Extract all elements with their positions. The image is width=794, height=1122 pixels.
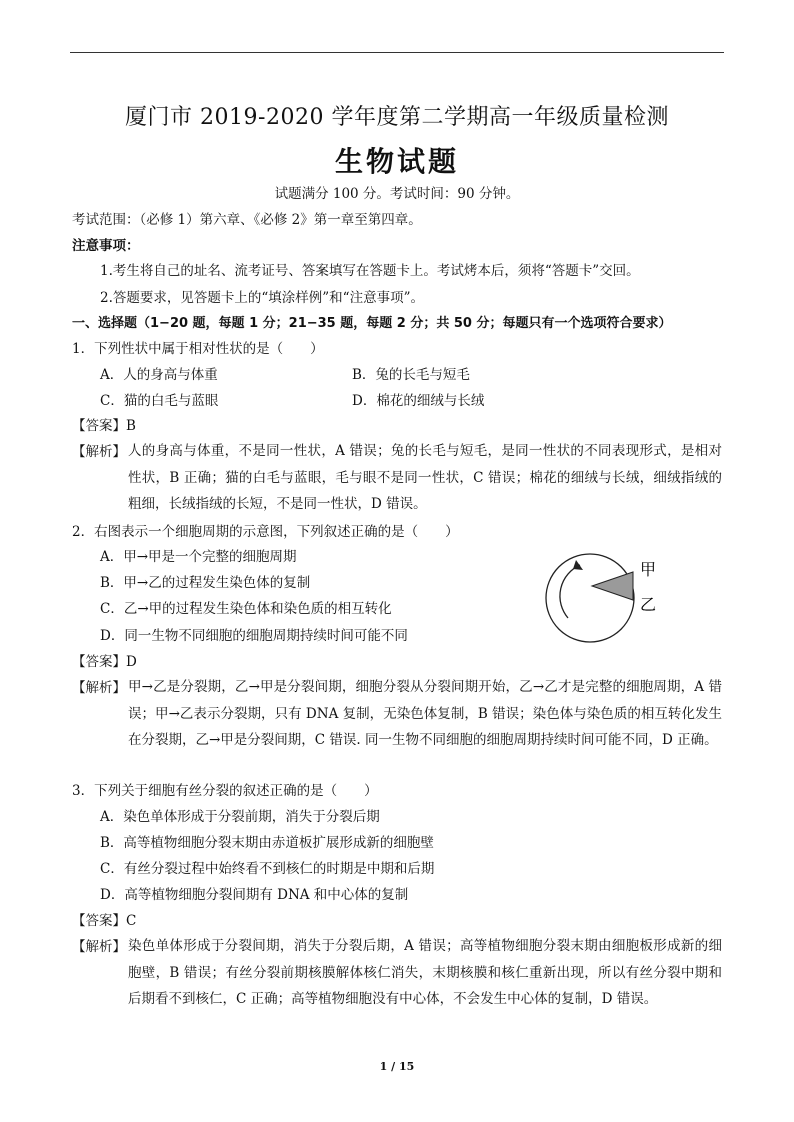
exam-scope: 考试范围：（必修 1）第六章、《必修 2》第一章至第四章。 (72, 212, 422, 228)
analysis-text: 染色单体形成于分裂间期，消失于分裂后期，A 错误；高等植物细胞分裂末期由细胞板形成新的细胞壁，B 错误；有丝分裂前期核膜解体核仁消失，末期核膜和核仁重新出现，所以有丝分裂中期和后期看不到核仁，C 正确；高等植物细胞没有中心体，不会发生中心体的复制，D 错误。 (128, 938, 722, 1007)
answer: 【答案】B (72, 418, 136, 434)
analysis-label: 【解析】 (72, 939, 126, 955)
notes-title: 注意事项： (72, 238, 140, 254)
option: C．乙→甲的过程发生染色体和染色质的相互转化 (100, 601, 392, 617)
subject-title: 生物试题 (334, 145, 459, 178)
option: B．兔的长毛与短毛 (352, 367, 470, 383)
interphase-sector (592, 572, 633, 600)
note-item: 2.答题要求，见答题卡上的“填涂样例”和“注意事项”。 (100, 290, 424, 306)
option: A．甲→甲是一个完整的细胞周期 (100, 549, 297, 565)
label-yi: 乙 (640, 595, 657, 614)
option: D．高等植物细胞分裂间期有 DNA 和中心体的复制 (100, 887, 409, 903)
page-number: 1 / 15 (379, 1060, 415, 1073)
analysis-label: 【解析】 (72, 444, 126, 460)
question-stem: 3．下列关于细胞有丝分裂的叙述正确的是（ ） (72, 783, 378, 799)
option: C．猫的白毛与蓝眼 (100, 393, 219, 409)
score-time: 试题满分 100 分。考试时间：90 分钟。 (274, 186, 520, 202)
analysis-text: 人的身高与体重，不是同一性状，A 错误；兔的长毛与短毛，是同一性状的不同表现形式，是相对性状，B 正确；猫的白毛与蓝眼，毛与眼不是同一性状，C 错误；棉花的细绒与长绒，细绒指绒的粗细，长绒指绒的长短，不是同一性状，D 错误。 (128, 443, 722, 512)
label-jia: 甲 (640, 560, 657, 579)
note-item: 1.考生将自己的址名、流考证号、答案填写在答题卡上。考试烤本后，须将“答题卡”交回。 (100, 263, 640, 279)
option: C．有丝分裂过程中始终看不到核仁的时期是中期和后期 (100, 861, 435, 877)
option: A．人的身高与体重 (100, 367, 218, 383)
exam-title: 厦门市 2019-2020 学年度第二学期高一年级质量检测 (125, 105, 669, 130)
option: A．染色单体形成于分裂前期，消失于分裂后期 (100, 809, 380, 825)
option: D．棉花的细绒与长绒 (352, 393, 485, 409)
cell-cycle-figure (540, 548, 670, 658)
header-rule (70, 52, 724, 53)
answer: 【答案】D (72, 654, 137, 670)
arrowhead-icon (573, 560, 583, 570)
analysis-text: 甲→乙是分裂期，乙→甲是分裂间期，细胞分裂从分裂间期开始，乙→乙才是完整的细胞周期，A 错误；甲→乙表示分裂期，只有 DNA 复制，无染色体复制，B 错误；染色体与染色质的相互转化发生在分裂期，乙→甲是分裂间期，C 错误. 同一生物不同细胞的细胞周期持续时间可能不同，D 正确。 (128, 679, 722, 748)
option: B．甲→乙的过程发生染色体的复制 (100, 575, 311, 591)
question-stem: 2．右图表示一个细胞周期的示意图，下列叙述正确的是（ ） (72, 524, 459, 540)
option: D．同一生物不同细胞的细胞周期持续时间可能不同 (100, 628, 408, 644)
analysis-label: 【解析】 (72, 680, 126, 696)
question-stem: 1．下列性状中属于相对性状的是（ ） (72, 341, 324, 357)
section-title: 一、选择题（1−20 题，每题 1 分；21−35 题，每题 2 分；共 50 分；每题只有一个选项符合要求） (72, 316, 672, 331)
answer: 【答案】C (72, 913, 137, 929)
direction-arrow-arc (560, 565, 580, 618)
option: B．高等植物细胞分裂末期由赤道板扩展形成新的细胞壁 (100, 835, 434, 851)
